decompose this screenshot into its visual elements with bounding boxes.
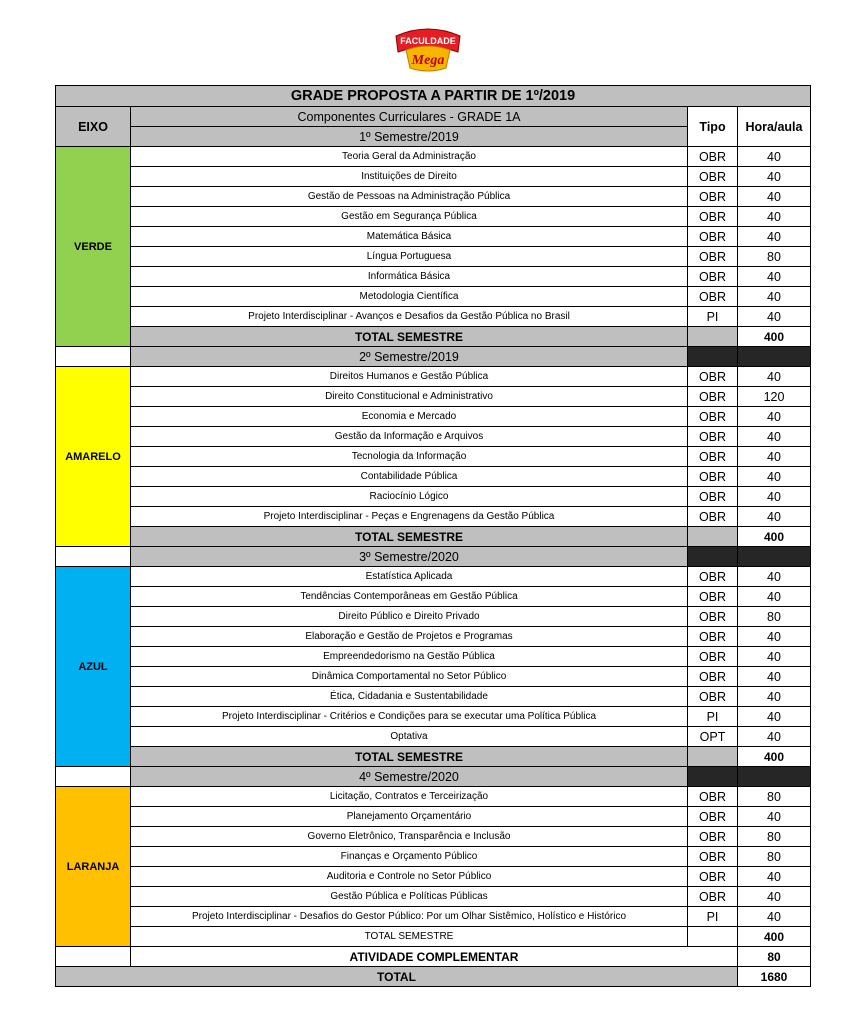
course-tipo: OBR xyxy=(688,867,738,887)
course-hora: 40 xyxy=(738,407,811,427)
course-hora: 40 xyxy=(738,587,811,607)
course-hora: 80 xyxy=(738,607,811,627)
spacer-cell xyxy=(55,947,131,967)
course-hora: 40 xyxy=(738,627,811,647)
course-name: Estatística Aplicada xyxy=(131,567,688,587)
spacer-cell xyxy=(55,347,131,367)
semester-header-row xyxy=(55,767,811,787)
course-name: Elaboração e Gestão de Projetos e Programas xyxy=(131,627,688,647)
header-tipo: Tipo xyxy=(688,107,738,147)
header-eixo: EIXO xyxy=(55,107,131,147)
course-hora: 80 xyxy=(738,247,811,267)
semester-total-row xyxy=(55,527,811,547)
course-tipo: OBR xyxy=(688,467,738,487)
semester-total-value: 400 xyxy=(738,747,811,767)
header-hora: Hora/aula xyxy=(738,107,811,147)
course-name: Projeto Interdisciplinar - Avanços e Desafios da Gestão Pública no Brasil xyxy=(131,307,688,327)
semester-block xyxy=(55,567,811,767)
eixo-label: AZUL xyxy=(55,567,131,767)
semester-total-value: 400 xyxy=(738,327,811,347)
course-name: Metodologia Científica xyxy=(131,287,688,307)
course-row xyxy=(55,827,811,847)
course-tipo: OBR xyxy=(688,487,738,507)
course-tipo: OBR xyxy=(688,587,738,607)
course-row xyxy=(55,487,811,507)
course-tipo: OBR xyxy=(688,367,738,387)
course-row xyxy=(55,727,811,747)
course-row xyxy=(55,507,811,527)
course-tipo: OBR xyxy=(688,887,738,907)
course-tipo: OBR xyxy=(688,227,738,247)
course-hora: 40 xyxy=(738,567,811,587)
title-row xyxy=(55,85,811,107)
atividade-label: ATIVIDADE COMPLEMENTAR xyxy=(131,947,738,967)
course-hora: 40 xyxy=(738,667,811,687)
course-tipo: OBR xyxy=(688,847,738,867)
course-hora: 40 xyxy=(738,187,811,207)
course-row xyxy=(55,627,811,647)
course-hora: 80 xyxy=(738,847,811,867)
course-hora: 40 xyxy=(738,227,811,247)
course-hora: 40 xyxy=(738,867,811,887)
semester-label: 4º Semestre/2020 xyxy=(131,767,688,787)
semester-total-row xyxy=(55,747,811,767)
course-hora: 80 xyxy=(738,827,811,847)
course-row xyxy=(55,187,811,207)
eixo-label: LARANJA xyxy=(55,787,131,947)
course-name: Raciocínio Lógico xyxy=(131,487,688,507)
course-name: Projeto Interdisciplinar - Peças e Engrenagens da Gestão Pública xyxy=(131,507,688,527)
course-hora: 40 xyxy=(738,207,811,227)
spacer-cell xyxy=(55,767,131,787)
course-tipo: OBR xyxy=(688,807,738,827)
spacer-cell xyxy=(55,547,131,567)
course-name: Língua Portuguesa xyxy=(131,247,688,267)
course-row xyxy=(55,287,811,307)
course-hora: 40 xyxy=(738,647,811,667)
course-tipo: OBR xyxy=(688,147,738,167)
course-name: Empreendedorismo na Gestão Pública xyxy=(131,647,688,667)
semester-label: 3º Semestre/2020 xyxy=(131,547,688,567)
course-tipo: OBR xyxy=(688,647,738,667)
faculdade-mega-logo xyxy=(392,22,464,74)
course-tipo: OBR xyxy=(688,267,738,287)
course-name: Direito Constitucional e Administrativo xyxy=(131,387,688,407)
course-row xyxy=(55,267,811,287)
atividade-row xyxy=(55,947,811,967)
course-tipo: OPT xyxy=(688,727,738,747)
course-name: Projeto Interdisciplinar - Critérios e Condições para se executar uma Política Pública xyxy=(131,707,688,727)
course-name: Auditoria e Controle no Setor Público xyxy=(131,867,688,887)
course-tipo: OBR xyxy=(688,667,738,687)
semester-hora-filler xyxy=(738,767,811,787)
course-row xyxy=(55,247,811,267)
course-tipo: PI xyxy=(688,307,738,327)
semester-total-value: 400 xyxy=(738,527,811,547)
course-name: Gestão Pública e Políticas Públicas xyxy=(131,887,688,907)
course-hora: 40 xyxy=(738,447,811,467)
course-name: Tendências Contemporâneas em Gestão Pública xyxy=(131,587,688,607)
course-tipo: PI xyxy=(688,707,738,727)
course-hora: 40 xyxy=(738,167,811,187)
course-tipo: OBR xyxy=(688,167,738,187)
semester-header-row xyxy=(55,547,811,567)
course-tipo: OBR xyxy=(688,207,738,227)
course-name: Direito Público e Direito Privado xyxy=(131,607,688,627)
course-row xyxy=(55,887,811,907)
header-row xyxy=(55,107,811,147)
semester-block xyxy=(55,787,811,947)
course-tipo: OBR xyxy=(688,567,738,587)
course-tipo: OBR xyxy=(688,607,738,627)
semester-total-tipo xyxy=(688,747,738,767)
course-row xyxy=(55,607,811,627)
course-name: Teoria Geral da Administração xyxy=(131,147,688,167)
course-hora: 80 xyxy=(738,787,811,807)
course-tipo: OBR xyxy=(688,447,738,467)
course-name: Planejamento Orçamentário xyxy=(131,807,688,827)
course-row xyxy=(55,707,811,727)
course-hora: 40 xyxy=(738,147,811,167)
course-name: Tecnologia da Informação xyxy=(131,447,688,467)
course-hora: 40 xyxy=(738,807,811,827)
course-name: Licitação, Contratos e Terceirização xyxy=(131,787,688,807)
eixo-label: AMARELO xyxy=(55,367,131,547)
grand-total-row xyxy=(55,967,811,987)
course-row xyxy=(55,807,811,827)
course-row xyxy=(55,687,811,707)
course-row xyxy=(55,867,811,887)
course-name: Optativa xyxy=(131,727,688,747)
course-hora: 40 xyxy=(738,427,811,447)
course-tipo: OBR xyxy=(688,247,738,267)
course-row xyxy=(55,207,811,227)
course-row xyxy=(55,427,811,447)
course-name: Dinâmica Comportamental no Setor Público xyxy=(131,667,688,687)
atividade-value: 80 xyxy=(738,947,811,967)
semester-total-tipo xyxy=(688,327,738,347)
grand-total-value: 1680 xyxy=(738,967,811,987)
course-tipo: OBR xyxy=(688,687,738,707)
course-row xyxy=(55,447,811,467)
course-name: Direitos Humanos e Gestão Pública xyxy=(131,367,688,387)
course-hora: 40 xyxy=(738,267,811,287)
header-componentes: Componentes Curriculares - GRADE 1A xyxy=(131,107,688,127)
course-name: Projeto Interdisciplinar - Desafios do Gestor Público: Por um Olhar Sistêmico, Holístico e Histórico xyxy=(131,907,688,927)
course-hora: 40 xyxy=(738,887,811,907)
course-tipo: PI xyxy=(688,907,738,927)
semester-total-tipo xyxy=(688,527,738,547)
course-tipo: OBR xyxy=(688,787,738,807)
curriculum-grid xyxy=(55,85,811,987)
course-hora: 40 xyxy=(738,727,811,747)
semester-tipo-filler xyxy=(688,347,738,367)
semester-label: 2º Semestre/2019 xyxy=(131,347,688,367)
logo-text-faculdade: FACULDADE xyxy=(400,36,456,46)
semester-tipo-filler xyxy=(688,547,738,567)
course-tipo: OBR xyxy=(688,387,738,407)
course-tipo: OBR xyxy=(688,827,738,847)
course-name: Instituições de Direito xyxy=(131,167,688,187)
course-tipo: OBR xyxy=(688,187,738,207)
semester-total-row xyxy=(55,927,811,947)
semester-total-label: TOTAL SEMESTRE xyxy=(131,927,688,947)
course-name: Matemática Básica xyxy=(131,227,688,247)
eixo-label: VERDE xyxy=(55,147,131,347)
course-row xyxy=(55,227,811,247)
course-hora: 40 xyxy=(738,287,811,307)
course-name: Gestão de Pessoas na Administração Pública xyxy=(131,187,688,207)
course-hora: 40 xyxy=(738,487,811,507)
course-hora: 120 xyxy=(738,387,811,407)
course-row xyxy=(55,907,811,927)
semester-total-label: TOTAL SEMESTRE xyxy=(131,747,688,767)
semester-hora-filler xyxy=(738,547,811,567)
semester-total-tipo xyxy=(688,927,738,947)
semester-1-label: 1º Semestre/2019 xyxy=(131,127,688,147)
course-hora: 40 xyxy=(738,507,811,527)
semester-block xyxy=(55,147,811,347)
semester-total-label: TOTAL SEMESTRE xyxy=(131,527,688,547)
course-row xyxy=(55,407,811,427)
grid-title: GRADE PROPOSTA A PARTIR DE 1º/2019 xyxy=(55,85,811,107)
course-tipo: OBR xyxy=(688,627,738,647)
course-row xyxy=(55,647,811,667)
logo-text-mega: Mega xyxy=(411,53,445,68)
semester-total-value: 400 xyxy=(738,927,811,947)
course-row xyxy=(55,847,811,867)
course-name: Gestão em Segurança Pública xyxy=(131,207,688,227)
course-name: Ética, Cidadania e Sustentabilidade xyxy=(131,687,688,707)
semester-total-row xyxy=(55,327,811,347)
course-row xyxy=(55,787,811,807)
course-tipo: OBR xyxy=(688,287,738,307)
course-hora: 40 xyxy=(738,907,811,927)
course-tipo: OBR xyxy=(688,407,738,427)
course-hora: 40 xyxy=(738,307,811,327)
semester-block xyxy=(55,367,811,547)
course-row xyxy=(55,587,811,607)
course-row xyxy=(55,167,811,187)
course-name: Gestão da Informação e Arquivos xyxy=(131,427,688,447)
course-hora: 40 xyxy=(738,687,811,707)
semester-total-label: TOTAL SEMESTRE xyxy=(131,327,688,347)
semester-tipo-filler xyxy=(688,767,738,787)
semester-header-row xyxy=(55,347,811,367)
grand-total-label: TOTAL xyxy=(55,967,738,987)
course-row xyxy=(55,307,811,327)
course-tipo: OBR xyxy=(688,507,738,527)
course-hora: 40 xyxy=(738,467,811,487)
course-row xyxy=(55,387,811,407)
course-row xyxy=(55,367,811,387)
course-row xyxy=(55,667,811,687)
course-row xyxy=(55,567,811,587)
course-hora: 40 xyxy=(738,707,811,727)
course-name: Informática Básica xyxy=(131,267,688,287)
course-name: Finanças e Orçamento Público xyxy=(131,847,688,867)
semester-hora-filler xyxy=(738,347,811,367)
course-name: Contabilidade Pública xyxy=(131,467,688,487)
course-name: Economia e Mercado xyxy=(131,407,688,427)
course-row xyxy=(55,147,811,167)
course-name: Governo Eletrônico, Transparência e Inclusão xyxy=(131,827,688,847)
course-hora: 40 xyxy=(738,367,811,387)
course-tipo: OBR xyxy=(688,427,738,447)
course-row xyxy=(55,467,811,487)
